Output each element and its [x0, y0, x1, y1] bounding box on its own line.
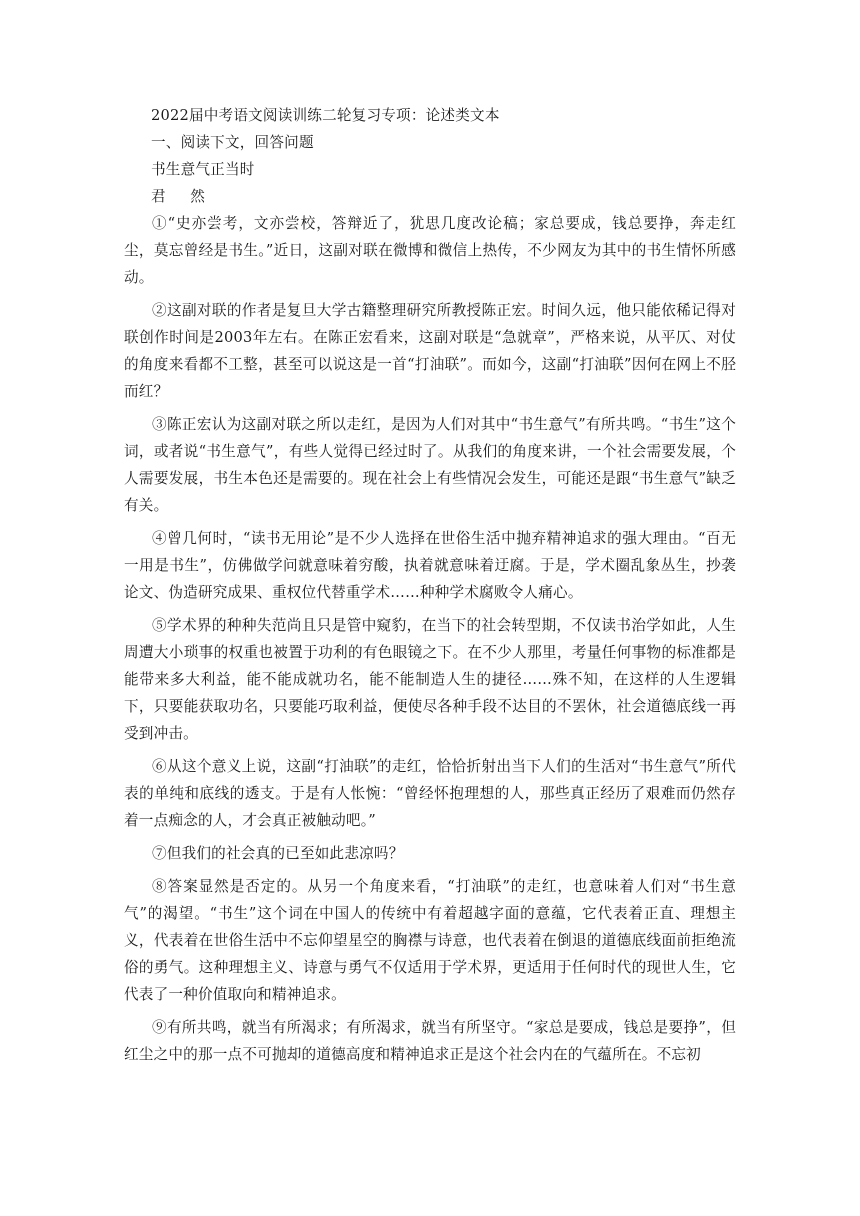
- paragraph-8: ⑧答案显然是否定的。从另一个角度来看，“打油联”的走红，也意味着人们对“书生意气”的渴望。“书生”这个词在中国人的传统中有着超越字面的意蕴，它代表着正直、理想主义，代表着在世俗生活中不忘仰望星空的胸襟与诗意，也代表着在倒退的道德底线面前拒绝流俗的勇气。这种理想主义、诗意与勇气不仅适用于学术界，更适用于任何时代的现世人生，它代表了一种价值取向和精神追求。: [124, 878, 736, 1003]
- paragraph-6: ⑥从这个意义上说，这副“打油联”的走红，恰恰折射出当下人们的生活对“书生意气”所代表的单纯和底线的透支。于是有人怅惋：“曾经怀抱理想的人，那些真正经历了艰难而仍然存着一点痴念的人，才会真正被触动吧。”: [124, 758, 736, 829]
- document-title: 2022届中考语文阅读训练二轮复习专项：论述类文本: [151, 107, 500, 124]
- paragraph-9: ⑨有所共鸣，就当有所渴求；有所渴求，就当有所坚守。“家总是要成，钱总是要挣”，但红尘之中的那一点不可抛却的道德高度和精神追求正是这个社会内在的气蕴所在。不忘初: [124, 1019, 736, 1063]
- paragraph-1: ①“史亦尝考，文亦尝校，答辩近了，犹思几度改论稿；家总要成，钱总要挣，奔走红尘，莫忘曾经是书生。”近日，这副对联在微博和微信上热传，不少网友为其中的书生情怀所感动。: [124, 215, 736, 286]
- paragraph-7: ⑦但我们的社会真的已至如此悲凉吗？: [152, 845, 404, 862]
- paragraph-2: ②这副对联的作者是复旦大学古籍整理研究所教授陈正宏。时间久远，他只能依稀记得对联创作时间是2003年左右。在陈正宏看来，这副对联是“急就章”，严格来说，从平仄、对仗的角度来看都不工整，甚至可以说这是一首“打油联”。而如今，这副“打油联”因何在网上不胫而红？: [124, 302, 736, 400]
- document-body: [124, 102, 736, 1074]
- section-heading: 一、阅读下文，回答问题: [151, 134, 314, 151]
- paragraph-4: ④曾几何时，“读书无用论”是不少人选择在世俗生活中抛弃精神追求的强大理由。“百无一用是书生”，仿佛做学问就意味着穷酸，执着就意味着迂腐。于是，学术圈乱象丛生，抄袭论文、伪造研究成果、重权位代替重学术……种种学术腐败令人痛心。: [124, 530, 736, 601]
- paragraph-5: ⑤学术界的种种失范尚且只是管中窥豹，在当下的社会转型期，不仅读书治学如此，人生周遭大小琐事的权重也被置于功利的有色眼镜之下。在不少人那里，考量任何事物的标准都是能带来多大利益，能不能成就功名，能不能制造人生的捷径……殊不知，在这样的人生逻辑下，只要能获取功名，只要能巧取利益，便使尽各种手段不达目的不罢休，社会道德底线一再受到冲击。: [124, 617, 736, 742]
- article-author: 君 然: [151, 188, 215, 205]
- paragraph-3: ③陈正宏认为这副对联之所以走红，是因为人们对其中“书生意气”有所共鸣。“书生”这个词，或者说“书生意气”，有些人觉得已经过时了。从我们的角度来讲，一个社会需要发展，个人需要发展，书生本色还是需要的。现在社会上有些情况会发生，可能还是跟“书生意气”缺乏有关。: [124, 416, 736, 514]
- article-title: 书生意气正当时: [151, 161, 255, 178]
